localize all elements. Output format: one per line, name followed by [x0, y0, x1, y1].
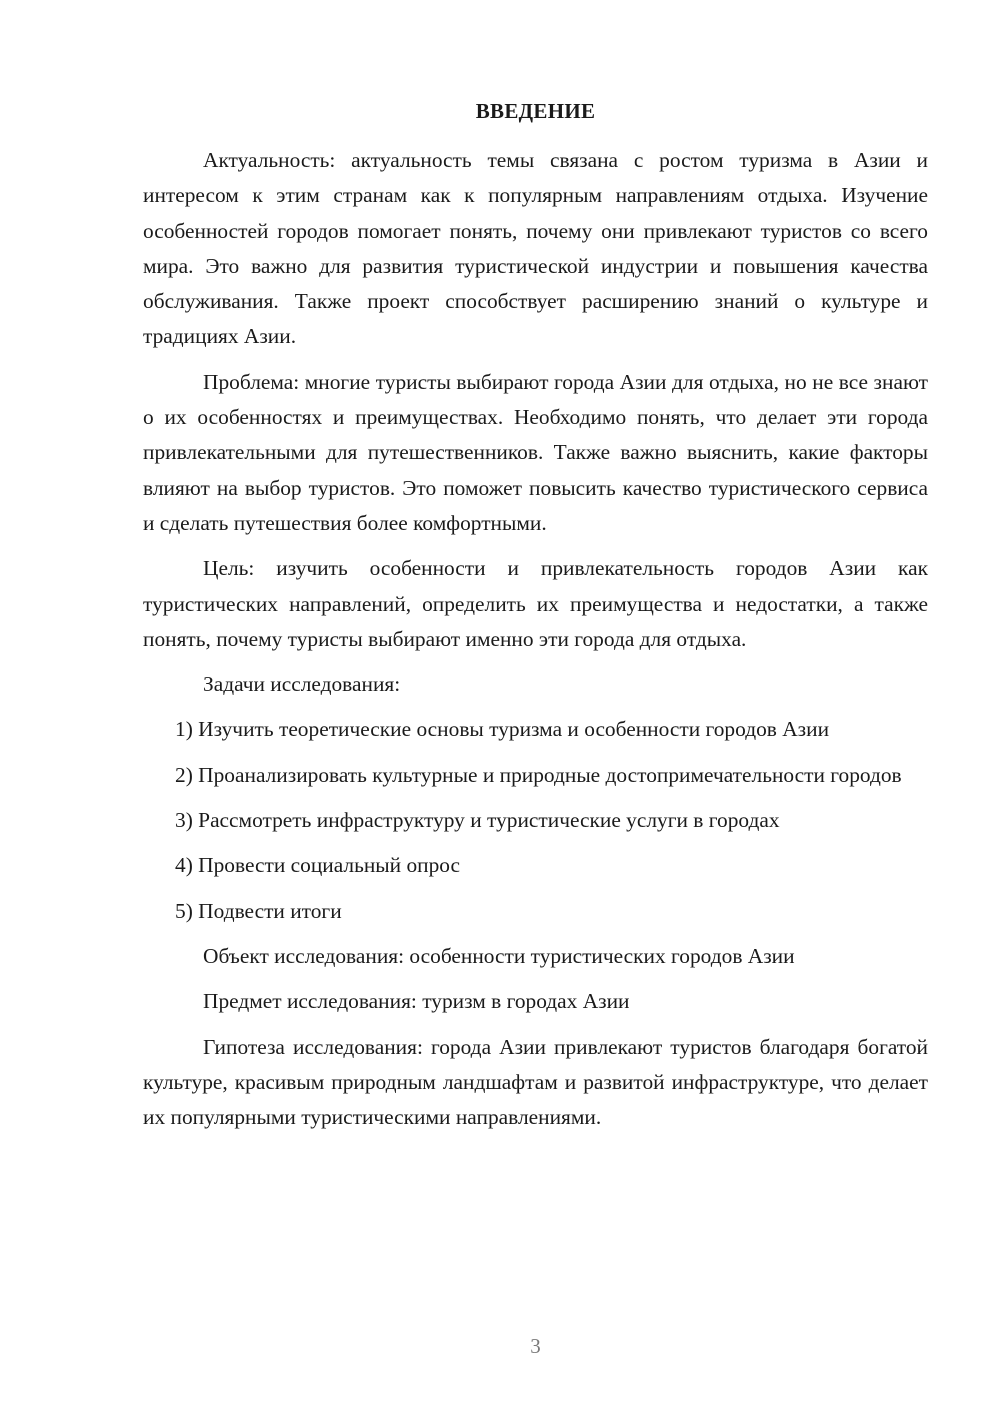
relevance-paragraph: Актуальность: актуальность темы связана с ростом туризма в Азии и интересом к этим странам как к популярным направлениям отдыха. Изучение особенностей городов помогает понять, почему они привлекают туристов со всего мира. Это важно для развития туристической индустрии и повышения качества обслуживания. Также проект способствует расширению знаний о культуре и традициях Азии. [143, 148, 928, 349]
task-item: 3) Рассмотреть инфраструктуру и туристические услуги в городах [175, 808, 780, 833]
task-item: 1) Изучить теоретические основы туризма и особенности городов Азии [175, 717, 830, 742]
document-body [143, 143, 928, 1135]
problem-paragraph: Проблема: многие туристы выбирают города Азии для отдыха, но не все знают о их особенностях и преимуществах. Необходимо понять, что делает эти города привлекательными для путешественников. Также важно выяснить, какие факторы влияют на выбор туристов. Это поможет повысить качество туристического сервиса и сделать путешествия более комфортными. [143, 369, 928, 535]
page-number: 3 [530, 1334, 541, 1358]
tasks-heading: Задачи исследования: [203, 672, 401, 697]
document-page [143, 0, 928, 1414]
section-title: ВВЕДЕНИЕ [475, 99, 596, 123]
task-item: 2) Проанализировать культурные и природные достопримечательности городов [175, 762, 902, 787]
hypothesis-paragraph: Гипотеза исследования: города Азии привлекают туристов благодаря богатой культуре, красивым природным ландшафтам и развитой инфраструктуре, что делает их популярными туристическими направлениями. [143, 1034, 928, 1130]
task-item: 4) Провести социальный опрос [175, 853, 461, 878]
subject-paragraph: Предмет исследования: туризм в городах Азии [203, 989, 630, 1014]
goal-paragraph: Цель: изучить особенности и привлекательность городов Азии как туристических направлений, определить их преимущества и недостатки, а также понять, почему туристы выбирают именно эти города для отдыха. [143, 556, 928, 651]
task-item: 5) Подвести итоги [175, 898, 342, 923]
object-paragraph: Объект исследования: особенности туристических городов Азии [203, 943, 795, 968]
